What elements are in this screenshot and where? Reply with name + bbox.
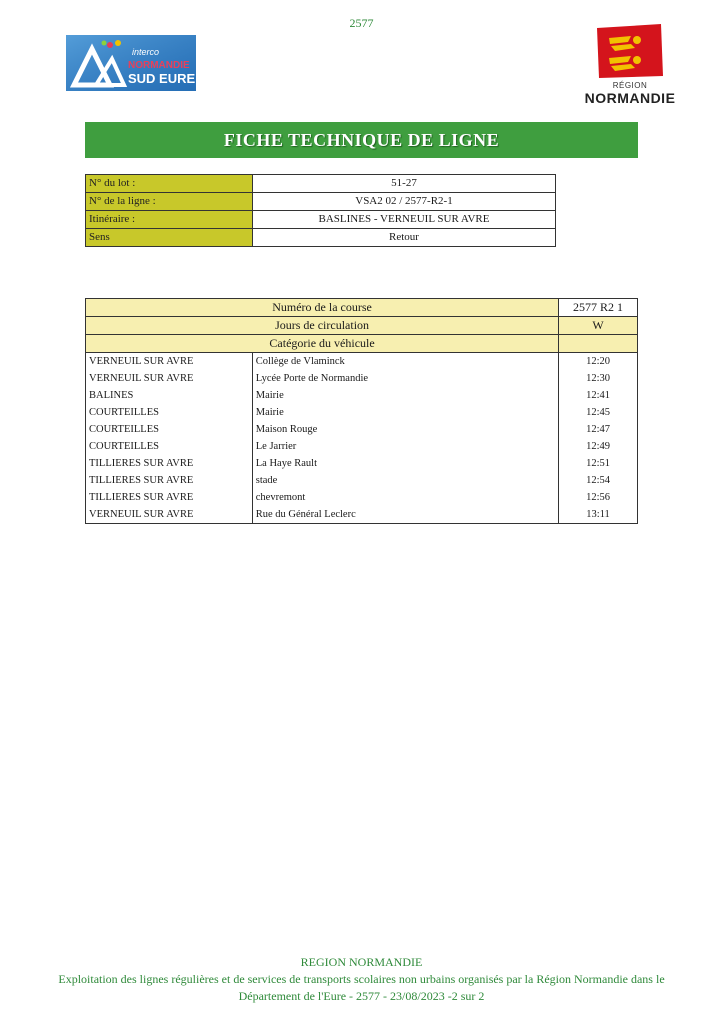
categorie-row [86, 335, 638, 353]
info-label: N° du lot : [86, 175, 253, 193]
stop-time: 12:45 [559, 404, 638, 421]
info-row-itineraire [86, 211, 556, 229]
stop-commune: BALINES [86, 387, 253, 404]
line-info-table [85, 174, 556, 247]
stop-commune: COURTEILLES [86, 421, 253, 438]
logo-left-line3: SUD EURE [128, 71, 196, 86]
stop-name: stade [252, 472, 558, 489]
logo-right-line2: NORMANDIE [584, 90, 676, 106]
stop-name: Le Jarrier [252, 438, 558, 455]
region-normandie-logo [575, 24, 685, 106]
categorie-label: Catégorie du véhicule [86, 335, 559, 353]
footer-description: Exploitation des lignes régulières et de services de transports scolaires non urbains organisés par la Région Normandie dans le [58, 972, 665, 986]
info-value: 51-27 [253, 175, 556, 193]
info-value: VSA2 02 / 2577-R2-1 [253, 193, 556, 211]
table-row [86, 353, 638, 371]
logo-left-line2: NORMANDIE [128, 60, 190, 71]
stop-time: 12:49 [559, 438, 638, 455]
stop-name: Mairie [252, 404, 558, 421]
info-label: Sens [86, 229, 253, 247]
table-row [86, 489, 638, 506]
page-number: 2577 [349, 16, 374, 30]
logo-right-line1: RÉGION [612, 81, 648, 90]
stop-name: chevremont [252, 489, 558, 506]
info-label: Itinéraire : [86, 211, 253, 229]
stop-time: 12:41 [559, 387, 638, 404]
table-row [86, 404, 638, 421]
stop-name: Lycée Porte de Normandie [252, 370, 558, 387]
table-row [86, 472, 638, 489]
stop-name: Collège de Vlaminck [252, 353, 558, 371]
stop-commune: VERNEUIL SUR AVRE [86, 506, 253, 524]
jours-label: Jours de circulation [86, 317, 559, 335]
stop-time: 12:51 [559, 455, 638, 472]
stop-name: Maison Rouge [252, 421, 558, 438]
stop-commune: TILLIERES SUR AVRE [86, 489, 253, 506]
course-row [86, 299, 638, 317]
stops-body [86, 353, 638, 524]
stop-commune: COURTEILLES [86, 438, 253, 455]
info-row-sens [86, 229, 556, 247]
info-row-lot [86, 175, 556, 193]
stop-time: 13:11 [559, 506, 638, 524]
info-value: BASLINES - VERNEUIL SUR AVRE [253, 211, 556, 229]
normandy-flag-icon [575, 24, 685, 80]
stop-time: 12:30 [559, 370, 638, 387]
info-value: Retour [253, 229, 556, 247]
stop-name: Rue du Général Leclerc [252, 506, 558, 524]
stop-time: 12:56 [559, 489, 638, 506]
page-title: FICHE TECHNIQUE DE LIGNE [85, 122, 638, 158]
table-row [86, 506, 638, 524]
stop-commune: VERNEUIL SUR AVRE [86, 353, 253, 371]
footer-region: REGION NORMANDIE [300, 955, 423, 969]
footer-reference: Département de l'Eure - 2577 - 23/08/2023 -2 sur 2 [238, 989, 485, 1003]
table-row [86, 370, 638, 387]
stop-name: Mairie [252, 387, 558, 404]
stop-commune: TILLIERES SUR AVRE [86, 472, 253, 489]
table-row [86, 455, 638, 472]
stop-time: 12:20 [559, 353, 638, 371]
stop-name: La Haye Rault [252, 455, 558, 472]
course-value: 2577 R2 1 [559, 299, 638, 317]
table-row [86, 421, 638, 438]
info-row-ligne [86, 193, 556, 211]
interco-logo [66, 35, 196, 91]
course-label: Numéro de la course [86, 299, 559, 317]
stop-time: 12:54 [559, 472, 638, 489]
table-row [86, 387, 638, 404]
stop-commune: VERNEUIL SUR AVRE [86, 370, 253, 387]
stop-time: 12:47 [559, 421, 638, 438]
categorie-value [559, 335, 638, 353]
table-row [86, 438, 638, 455]
schedule-table [85, 298, 638, 524]
jours-value: W [559, 317, 638, 335]
logo-left-line1: interco [132, 47, 160, 57]
stop-commune: COURTEILLES [86, 404, 253, 421]
info-label: N° de la ligne : [86, 193, 253, 211]
jours-row [86, 317, 638, 335]
stop-commune: TILLIERES SUR AVRE [86, 455, 253, 472]
